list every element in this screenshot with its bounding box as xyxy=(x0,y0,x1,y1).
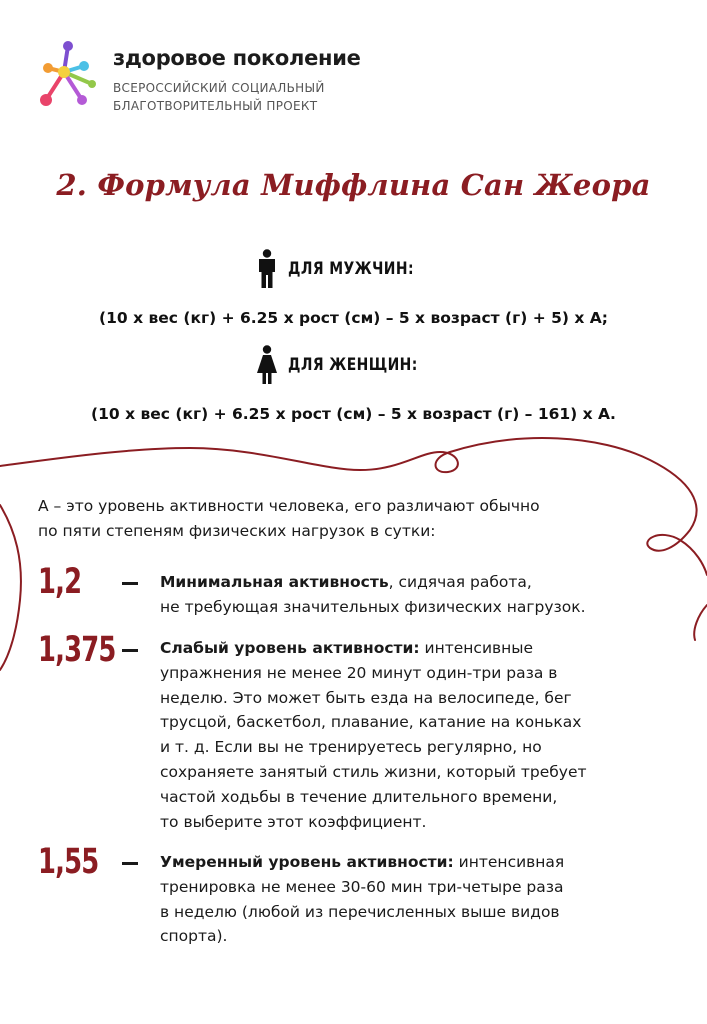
men-formula: (10 х вес (кг) + 6.25 х рост (см) – 5 х возраст (г) + 5) х А; xyxy=(99,309,608,327)
level-line: упражнения не менее 20 минут один-три раза в xyxy=(160,663,558,682)
level-line-text: интенсивные xyxy=(419,639,534,657)
level-title: Минимальная активность xyxy=(160,573,389,591)
intro-line: А – это уровень активности человека, его различают обычно xyxy=(38,497,540,515)
level-dash xyxy=(122,582,138,585)
brand-subtitle-line: БЛАГОТВОРИТЕЛЬНЫЙ ПРОЕКТ xyxy=(113,99,318,113)
level-dash xyxy=(122,862,138,865)
intro-line: по пяти степеням физических нагрузок в сутки: xyxy=(38,522,436,540)
level-line: и т. д. Если вы не тренируетесь регулярно, но xyxy=(160,738,542,757)
level-line: трусцой, баскетбол, плавание, катание на коньках xyxy=(160,713,582,732)
level-description xyxy=(160,570,690,620)
level-line: сохраняете занятый стиль жизни, который требует xyxy=(160,762,587,781)
level-line: то выберите этот коэффициент. xyxy=(160,812,427,831)
brand-name: здоровое поколение xyxy=(113,46,361,70)
level-description xyxy=(160,636,690,834)
level-line: в неделю (любой из перечисленных выше видов xyxy=(160,902,560,921)
section-title: 2. Формула Миффлина Сан Жеора xyxy=(56,168,651,202)
level-value: 1,375 xyxy=(38,630,116,670)
level-line: частой ходьбы в течение длительного времени, xyxy=(160,787,558,806)
level-value: 1,55 xyxy=(38,842,99,882)
level-title: Слабый уровень активности: xyxy=(160,639,420,657)
intro-text xyxy=(38,494,678,544)
level-line xyxy=(160,850,690,875)
men-label: ДЛЯ МУЖЧИН: xyxy=(288,259,414,279)
level-line: неделю. Это может быть езда на велосипеде, бег xyxy=(160,688,572,707)
level-line: не требующая значительных физических нагрузок. xyxy=(160,597,586,616)
women-formula: (10 х вес (кг) + 6.25 х рост (см) – 5 х возраст (г) – 161) х А. xyxy=(91,405,616,423)
women-label: ДЛЯ ЖЕНЩИН: xyxy=(288,355,418,375)
level-value: 1,2 xyxy=(38,562,82,602)
brand-subtitle-line: ВСЕРОССИЙСКИЙ СОЦИАЛЬНЫЙ xyxy=(113,81,325,95)
level-line-text: , сидячая работа, xyxy=(388,573,532,591)
level-description xyxy=(160,850,690,949)
level-line xyxy=(160,570,690,595)
level-dash xyxy=(122,649,138,652)
level-title: Умеренный уровень активности: xyxy=(160,853,454,871)
level-line-text: интенсивная xyxy=(453,853,565,871)
level-line: тренировка не менее 30-60 мин три-четыре раза xyxy=(160,877,564,896)
level-line: спорта). xyxy=(160,927,228,946)
level-line xyxy=(160,636,690,661)
